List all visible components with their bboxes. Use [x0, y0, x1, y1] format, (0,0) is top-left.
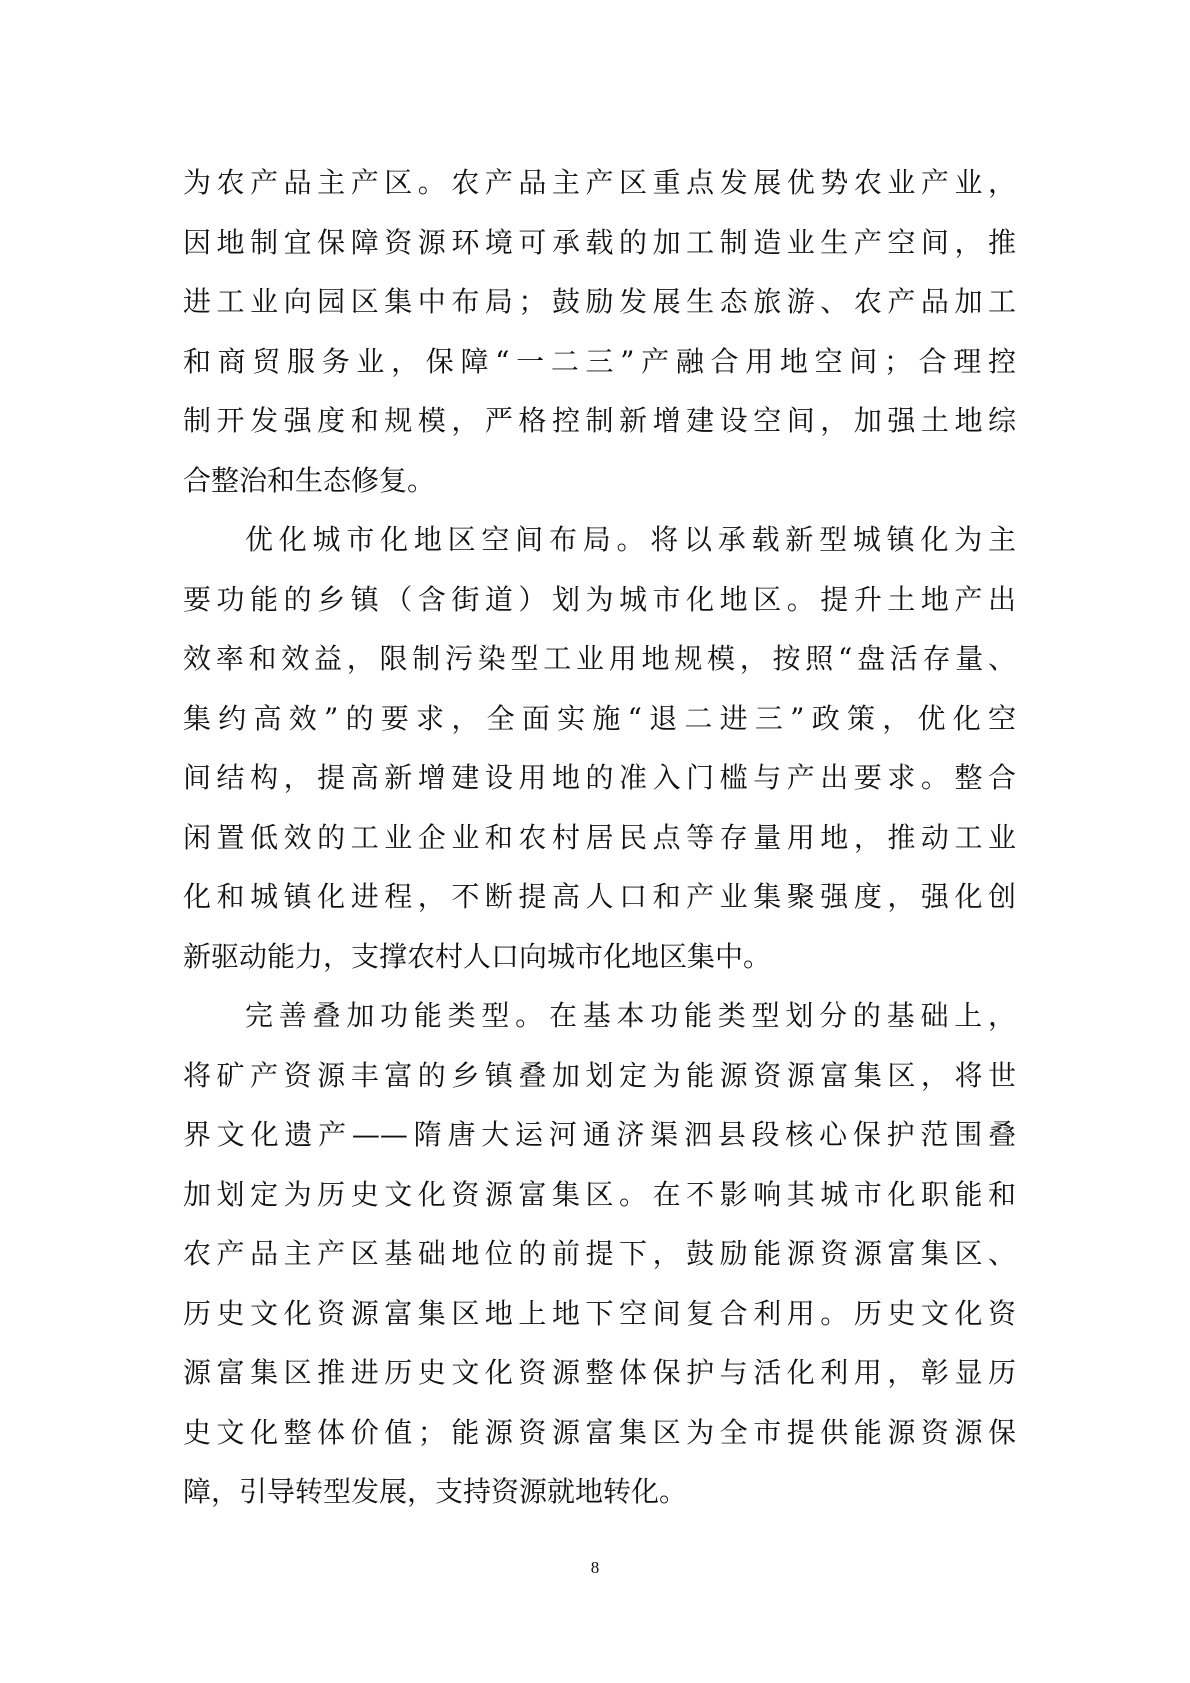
- text-line: 优化城市化地区空间布局。将以承载新型城镇化为主: [245, 523, 1016, 556]
- text-line: 闲置低效的工业企业和农村居民点等存量用地，推动工业: [183, 820, 1016, 854]
- text-line: 效率和效益，限制污染型工业用地规模，按照“盘活存量、: [183, 642, 1016, 675]
- text-line: 为农产品主产区。农产品主产区重点发展优势农业产业，: [183, 166, 1016, 199]
- text-line: 界文化遗产——隋唐大运河通济渠泗县段核心保护范围叠: [183, 1118, 1016, 1151]
- text-line: 史文化整体价值；能源资源富集区为全市提供能源资源保: [183, 1415, 1016, 1449]
- text-line: 农产品主产区基础地位的前提下，鼓励能源资源富集区、: [183, 1237, 1016, 1270]
- page-number: 8: [590, 1558, 600, 1577]
- text-line: 历史文化资源富集区地上地下空间复合利用。历史文化资: [183, 1296, 1016, 1330]
- text-line: 加划定为历史文化资源富集区。在不影响其城市化职能和: [183, 1177, 1016, 1211]
- text-line: 集约高效”的要求，全面实施“退二进三”政策，优化空: [183, 701, 1016, 735]
- body-text: [183, 153, 1016, 1522]
- text-line: 将矿产资源丰富的乡镇叠加划定为能源资源富集区，将世: [183, 1058, 1016, 1092]
- text-line: 新驱动能力，支撑农村人口向城市化地区集中。: [183, 939, 772, 973]
- text-line: 合整治和生态修复。: [183, 463, 436, 497]
- text-line: 因地制宜保障资源环境可承载的加工制造业生产空间，推: [183, 225, 1016, 259]
- text-line: 完善叠加功能类型。在基本功能类型划分的基础上，: [245, 999, 1016, 1032]
- paragraph-agricultural-zone: [183, 153, 1016, 510]
- text-line: 要功能的乡镇（含街道）划为城市化地区。提升土地产出: [183, 582, 1016, 616]
- text-line: 障，引导转型发展，支持资源就地转化。: [183, 1475, 688, 1508]
- text-line: 化和城镇化进程，不断提高人口和产业集聚强度，强化创: [183, 880, 1016, 913]
- paragraph-urbanization-zone: [183, 510, 1016, 986]
- text-line: 进工业向园区集中布局；鼓励发展生态旅游、农产品加工: [183, 285, 1016, 318]
- text-line: 制开发强度和规模，严格控制新增建设空间，加强土地综: [183, 404, 1016, 437]
- paragraph-overlay-functions: [183, 986, 1016, 1522]
- text-line: 和商贸服务业，保障“一二三”产融合用地空间；合理控: [183, 344, 1016, 378]
- text-line: 源富集区推进历史文化资源整体保护与活化利用，彰显历: [183, 1356, 1016, 1389]
- text-line: 间结构，提高新增建设用地的准入门槛与产出要求。整合: [183, 761, 1016, 794]
